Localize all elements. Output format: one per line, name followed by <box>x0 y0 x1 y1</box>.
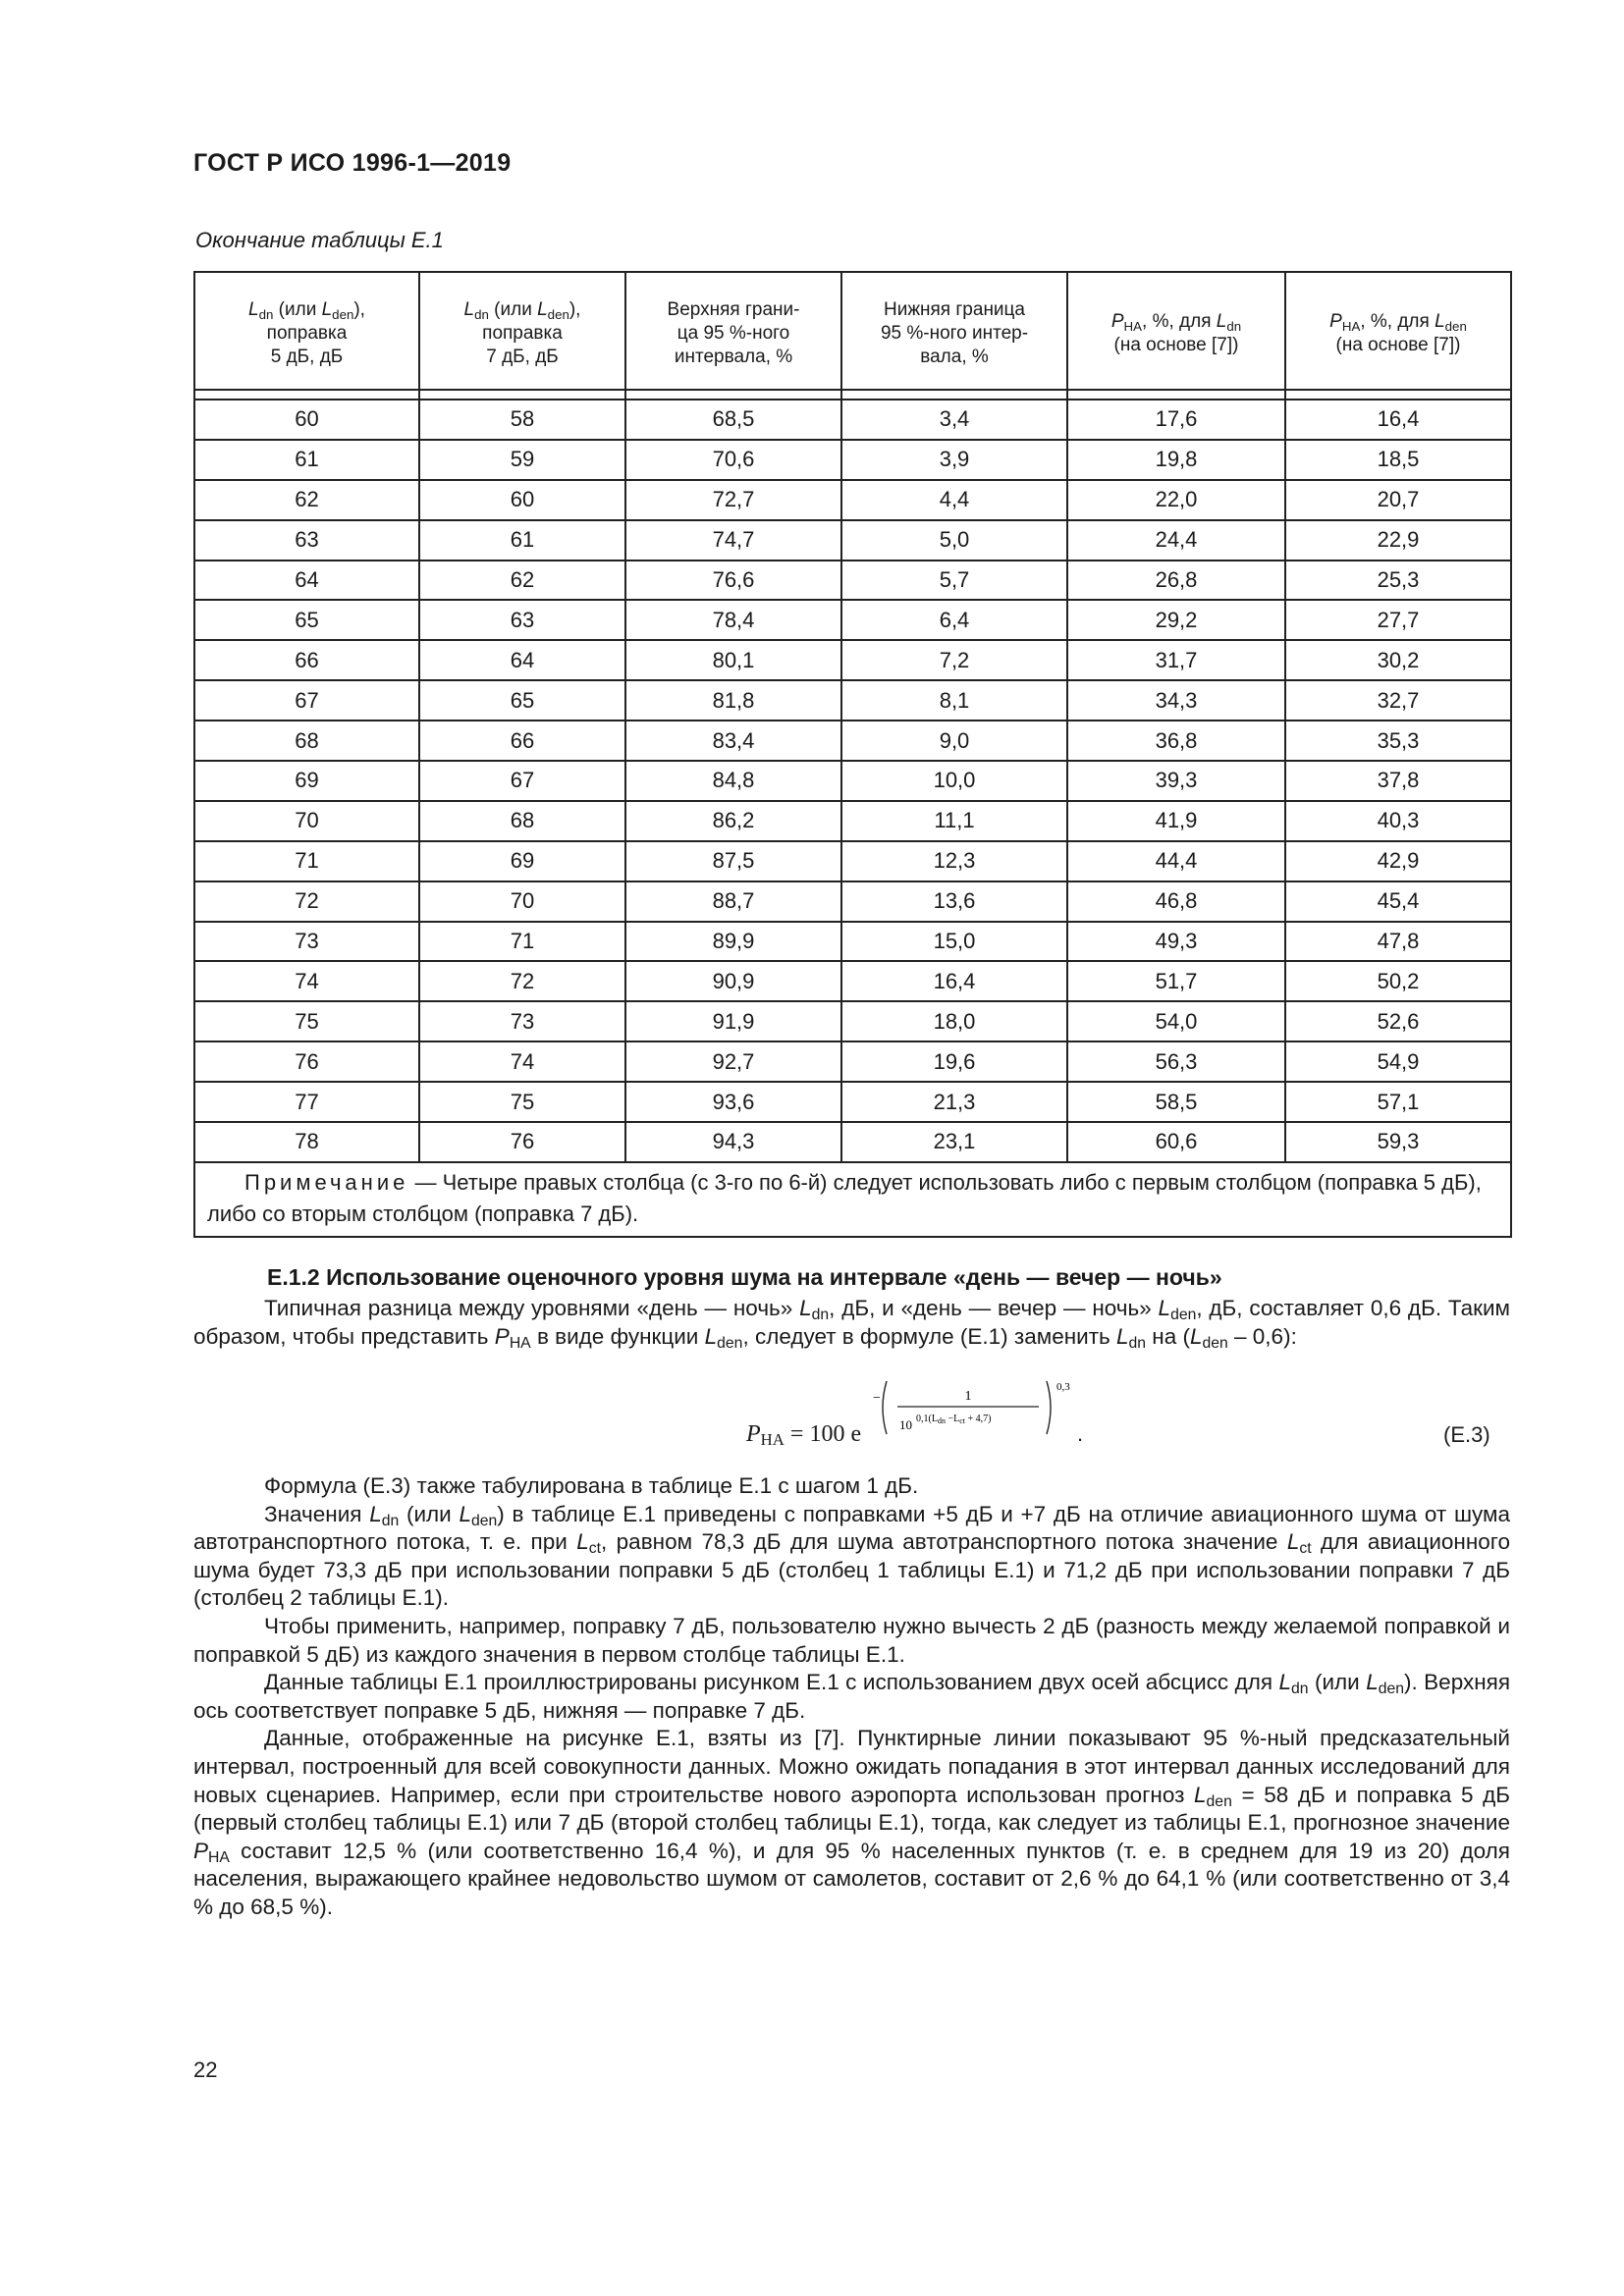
paren-right <box>1047 1381 1051 1434</box>
table-cell: 27,7 <box>1285 600 1511 640</box>
table-cell: 16,4 <box>841 961 1067 1001</box>
table-cell: 9,0 <box>841 721 1067 761</box>
table-cell: 80,1 <box>625 640 841 680</box>
paren-left <box>883 1381 887 1434</box>
note-text: — Четыре правых столбца (с 3-го по 6-й) следует использовать либо с первым столбцом (поправка 5 дБ), либо со вторым столбцом (поправка 7 дБ). <box>207 1169 1482 1226</box>
table-cell: 72,7 <box>625 480 841 520</box>
table-cell: 37,8 <box>1285 761 1511 801</box>
table-cell: 69 <box>194 761 419 801</box>
table-cell: 70,6 <box>625 440 841 480</box>
table-cell: 62 <box>194 480 419 520</box>
table-header-row <box>194 272 1511 390</box>
paragraph-values: Значения $L_{dn}$ (или $L_{den}$) в таблице Е.1 приведены с поправками +5 дБ и +7 дБ на отличие авиационного шума от шума автотранспортного потока, т. е. при $L_{ct}$, равном 78,3 дБ для шума автотранспортного потока значение $L_{ct}$ для авиационного шума будет 73,3 дБ при использовании поправки 5 дБ (столбец 1 таблицы Е.1) и 71,2 дБ при использовании поправки 7 дБ (столбец 2 таблицы Е.1). <box>193 1501 1510 1611</box>
table-cell: 12,3 <box>841 841 1067 881</box>
table-caption: Окончание таблицы Е.1 <box>195 228 444 252</box>
table-cell: 19,8 <box>1067 440 1285 480</box>
table-cell: 13,6 <box>841 881 1067 922</box>
formula-exponent <box>870 1378 1106 1437</box>
page-number: 22 <box>193 2057 218 2082</box>
table-cell: 40,3 <box>1285 801 1511 841</box>
table-cell: 59 <box>419 440 625 480</box>
table-cell: 10,0 <box>841 761 1067 801</box>
table-cell: 78 <box>194 1122 419 1162</box>
exp-denominator-base: 10 <box>899 1417 912 1432</box>
table-cell: 34,3 <box>1067 680 1285 721</box>
table-cell: 73 <box>194 922 419 962</box>
table-cell: 94,3 <box>625 1122 841 1162</box>
table-cell: 18,5 <box>1285 440 1511 480</box>
table-cell: 64 <box>194 561 419 601</box>
table-cell: 3,9 <box>841 440 1067 480</box>
table-row <box>194 761 1511 801</box>
table-cell: 81,8 <box>625 680 841 721</box>
table-cell: 89,9 <box>625 922 841 962</box>
paragraph-formula-note: Формула (Е.3) также табулирована в таблице Е.1 с шагом 1 дБ. <box>264 1473 919 1498</box>
table-cell: 19,6 <box>841 1041 1067 1082</box>
table-cell: 61 <box>194 440 419 480</box>
table-cell: 44,4 <box>1067 841 1285 881</box>
table-cell: 68,5 <box>625 400 841 440</box>
table-cell: 4,4 <box>841 480 1067 520</box>
table-note <box>194 1162 1511 1237</box>
table-cell: 72 <box>194 881 419 922</box>
table-cell: 54,0 <box>1067 1001 1285 1041</box>
table-row <box>194 881 1511 922</box>
table-cell: 70 <box>419 881 625 922</box>
table-cell: 76,6 <box>625 561 841 601</box>
formula-lhs: $P_{HA} = 100$ e <box>746 1421 862 1449</box>
table-row <box>194 640 1511 680</box>
table-cell: 75 <box>194 1001 419 1041</box>
table-cell: 20,7 <box>1285 480 1511 520</box>
table-cell: 24,4 <box>1067 520 1285 561</box>
header-col-pha-ldn: $P_{HA}$, %, для $L_{dn}$ (на основе [7]) <box>1067 272 1285 390</box>
table-cell: 54,9 <box>1285 1041 1511 1082</box>
table-cell: 64 <box>419 640 625 680</box>
table-cell: 91,9 <box>625 1001 841 1041</box>
table-cell: 68 <box>194 721 419 761</box>
paragraph-example: Данные, отображенные на рисунке Е.1, взяты из [7]. Пунктирные линии показывают 95 %-ный предсказательный интервал, построенный для всей совокупности данных. Можно ожидать попадания в этот интервал данных исследований для новых сценариев. Например, если при строительстве нового аэропорта использован прогноз $L_{den} = 58$ дБ и поправка 5 дБ (первый столбец таблицы Е.1) или 7 дБ (второй столбец таблицы Е.1), тогда, как следует из таблицы Е.1, прогнозное значение $P_{HA}$ составит 12,5 % (или соответственно 16,4 %), и для 95 % населенных пунктов (т. е. в среднем для 19 из 20) доля населения, выражающего крайнее недовольство шумом от самолетов, составит от 2,6 % до 64,1 % (или соответственно от 3,4 % до 68,5 %). <box>193 1726 1510 1919</box>
header-col-ldn-5db: $L_{dn}$ (или $L_{den}$), поправка 5 дБ, дБ <box>194 272 419 390</box>
table-cell: 76 <box>419 1122 625 1162</box>
header-col-upper-bound: Верхняя грани- ца 95 %-ного интервала, % <box>625 272 841 390</box>
paragraph-intro: Типичная разница между уровнями «день — ночь» $L_{dn}$, дБ, и «день — вечер — ночь» $L_{den}$, дБ, составляет 0,6 дБ. Таким образом, чтобы представить $P_{HA}$ в виде функции $L_{den}$, следует в формуле (Е.1) заменить $L_{dn}$ на $(L_{den} - 0,6)$: <box>193 1296 1511 1352</box>
paragraph-body <box>193 1472 1510 1922</box>
table-cell: 68 <box>419 801 625 841</box>
table-row <box>194 600 1511 640</box>
table-cell: 51,7 <box>1067 961 1285 1001</box>
table-cell: 46,8 <box>1067 881 1285 922</box>
table-row <box>194 961 1511 1001</box>
table-cell: 74,7 <box>625 520 841 561</box>
table-cell: 65 <box>194 600 419 640</box>
table-cell: 22,9 <box>1285 520 1511 561</box>
note-label: Примечание <box>244 1169 409 1195</box>
table-row <box>194 520 1511 561</box>
table-cell: 22,0 <box>1067 480 1285 520</box>
table-cell: 60 <box>419 480 625 520</box>
table-row <box>194 1001 1511 1041</box>
table-cell: 5,7 <box>841 561 1067 601</box>
table-cell: 15,0 <box>841 922 1067 962</box>
table-cell: 60,6 <box>1067 1122 1285 1162</box>
table-cell: 26,8 <box>1067 561 1285 601</box>
table-cell: 57,1 <box>1285 1082 1511 1122</box>
table-row <box>194 1122 1511 1162</box>
table-cell: 62 <box>419 561 625 601</box>
table-row <box>194 721 1511 761</box>
table-cell: 65 <box>419 680 625 721</box>
table-cell: 3,4 <box>841 400 1067 440</box>
table-cell: 72 <box>419 961 625 1001</box>
table-cell: 74 <box>419 1041 625 1082</box>
header-col-lower-bound: Нижняя граница 95 %-ного интер- вала, % <box>841 272 1067 390</box>
table-cell: 25,3 <box>1285 561 1511 601</box>
table-row <box>194 480 1511 520</box>
table-cell: 5,0 <box>841 520 1067 561</box>
table-cell: 29,2 <box>1067 600 1285 640</box>
header-col-ldn-7db: $L_{dn}$ (или $L_{den}$), поправка 7 дБ, дБ <box>419 272 625 390</box>
table-cell: 63 <box>419 600 625 640</box>
table-cell: 8,1 <box>841 680 1067 721</box>
data-table <box>193 271 1512 1238</box>
table-cell: 75 <box>419 1082 625 1122</box>
table-cell: 87,5 <box>625 841 841 881</box>
header-col-pha-lden: $P_{HA}$, %, для $L_{den}$ (на основе [7]) <box>1285 272 1511 390</box>
table-cell: 77 <box>194 1082 419 1122</box>
formula-dot: . <box>1077 1421 1084 1446</box>
table-cell: 67 <box>194 680 419 721</box>
table-cell: 17,6 <box>1067 400 1285 440</box>
table-note-row <box>194 1162 1511 1237</box>
table-cell: 21,3 <box>841 1082 1067 1122</box>
table-cell: 56,3 <box>1067 1041 1285 1082</box>
table-cell: 36,8 <box>1067 721 1285 761</box>
document-header: ГОСТ Р ИСО 1996-1—2019 <box>193 149 512 177</box>
table-cell: 58 <box>419 400 625 440</box>
table-cell: 35,3 <box>1285 721 1511 761</box>
table-cell: 45,4 <box>1285 881 1511 922</box>
table-cell: 61 <box>419 520 625 561</box>
table-cell: 69 <box>419 841 625 881</box>
table-cell: 52,6 <box>1285 1001 1511 1041</box>
table-cell: 66 <box>194 640 419 680</box>
table-cell: 67 <box>419 761 625 801</box>
table-cell: 18,0 <box>841 1001 1067 1041</box>
table-row <box>194 680 1511 721</box>
table-cell: 70 <box>194 801 419 841</box>
table-cell: 78,4 <box>625 600 841 640</box>
table-cell: 84,8 <box>625 761 841 801</box>
table-cell: 66 <box>419 721 625 761</box>
table-cell: 88,7 <box>625 881 841 922</box>
table-cell: 41,9 <box>1067 801 1285 841</box>
table-cell: 31,7 <box>1067 640 1285 680</box>
formula-number: (Е.3) <box>1443 1422 1490 1447</box>
table-row <box>194 922 1511 962</box>
exp-power: 0,3 <box>1056 1381 1070 1393</box>
table-cell: 71 <box>419 922 625 962</box>
section-title: Е.1.2 Использование оценочного уровня шума на интервале «день — вечер — ночь» <box>267 1264 1222 1290</box>
table-cell: 63 <box>194 520 419 561</box>
exp-denominator-exp: $0,1(L_{dn} -L_{ct} + 4,7)$ <box>916 1414 992 1425</box>
table-cell: 60 <box>194 400 419 440</box>
table-row <box>194 1041 1511 1082</box>
table-cell: 39,3 <box>1067 761 1285 801</box>
table-row <box>194 440 1511 480</box>
table-row <box>194 400 1511 440</box>
table-cell: 93,6 <box>625 1082 841 1122</box>
header-gap-row <box>194 390 1511 400</box>
exp-numerator: 1 <box>964 1389 972 1404</box>
table-cell: 42,9 <box>1285 841 1511 881</box>
table-cell: 7,2 <box>841 640 1067 680</box>
table-row <box>194 561 1511 601</box>
table-cell: 32,7 <box>1285 680 1511 721</box>
table-row <box>194 1082 1511 1122</box>
table-cell: 49,3 <box>1067 922 1285 962</box>
table-cell: 71 <box>194 841 419 881</box>
table-cell: 30,2 <box>1285 640 1511 680</box>
table-cell: 86,2 <box>625 801 841 841</box>
table-cell: 73 <box>419 1001 625 1041</box>
table-cell: 74 <box>194 961 419 1001</box>
table-cell: 58,5 <box>1067 1082 1285 1122</box>
table-cell: 6,4 <box>841 600 1067 640</box>
table-cell: 76 <box>194 1041 419 1082</box>
table-cell: 83,4 <box>625 721 841 761</box>
paragraph-figure: Данные таблицы Е.1 проиллюстрированы рисунком Е.1 с использованием двух осей абсцисс для $L_{dn}$ (или $L_{den}$). Верхняя ось соответствует поправке 5 дБ, нижняя — поправке 7 дБ. <box>193 1670 1510 1723</box>
formula-e3 <box>746 1378 1100 1457</box>
exp-minus: − <box>873 1391 881 1406</box>
table-row <box>194 841 1511 881</box>
table-cell: 50,2 <box>1285 961 1511 1001</box>
table-cell: 11,1 <box>841 801 1067 841</box>
table-cell: 47,8 <box>1285 922 1511 962</box>
paragraph-apply: Чтобы применить, например, поправку 7 дБ, пользователю нужно вычесть 2 дБ (разность между желаемой поправкой и поправкой 5 дБ) из каждого значения в первом столбце таблицы Е.1. <box>193 1613 1510 1667</box>
table-cell: 23,1 <box>841 1122 1067 1162</box>
table-row <box>194 801 1511 841</box>
table-body <box>194 400 1511 1162</box>
table-cell: 90,9 <box>625 961 841 1001</box>
table-cell: 92,7 <box>625 1041 841 1082</box>
table-cell: 59,3 <box>1285 1122 1511 1162</box>
table-cell: 16,4 <box>1285 400 1511 440</box>
